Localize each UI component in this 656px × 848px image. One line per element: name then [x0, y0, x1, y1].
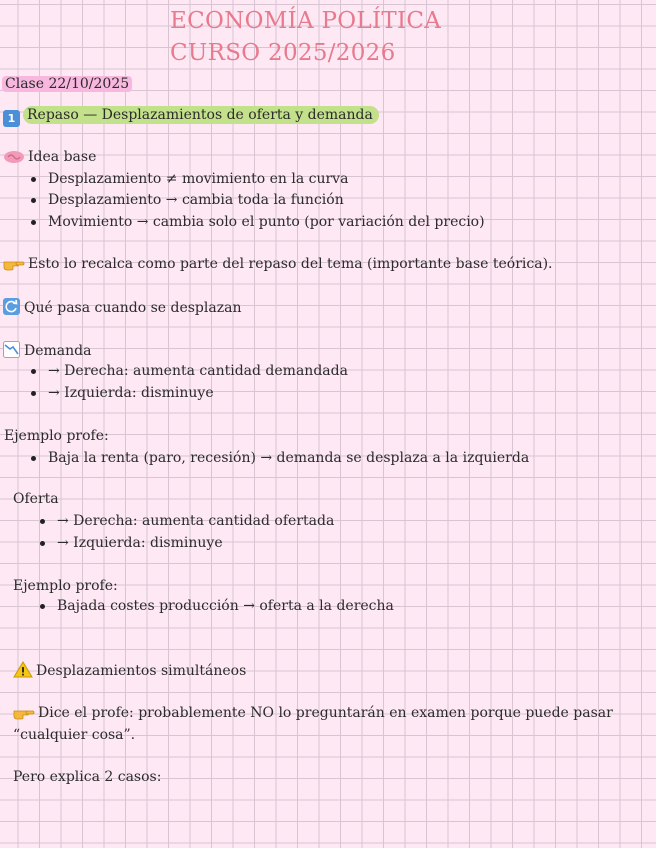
pointing-hand-icon: [13, 706, 35, 720]
date-text: Clase 22/10/2025: [2, 76, 132, 92]
note-2-line-1: [13, 704, 613, 722]
what-happens-heading: [3, 298, 241, 317]
note-2-line-2: “cualquier cosa”.: [13, 727, 136, 743]
ejemplo-2-bullet: Bajada costes producción → oferta a la derecha: [57, 598, 394, 614]
title-line-1: ECONOMÍA POLÍTICA: [170, 8, 442, 34]
idea-base-heading: [3, 148, 96, 166]
keycap-one-icon: 1: [3, 110, 20, 127]
demanda-bullet-1: → Derecha: aumenta cantidad demandada: [48, 363, 348, 379]
demanda-bullet-2: → Izquierda: disminuye: [48, 385, 214, 401]
idea-bullet-2: Desplazamiento → cambia toda la función: [48, 192, 344, 208]
section-1-heading: [3, 106, 379, 127]
oferta-bullet-2: → Izquierda: disminuye: [57, 535, 223, 551]
date-label: [2, 75, 132, 93]
final-line: Pero explica 2 casos:: [13, 769, 162, 785]
demanda-label: Demanda: [24, 343, 92, 359]
ejemplo-1-heading: Ejemplo profe:: [4, 428, 109, 444]
note-1-text: Esto lo recalca como parte del repaso del tema (importante base teórica).: [28, 256, 553, 272]
ejemplo-2-heading: Ejemplo profe:: [13, 578, 118, 594]
refresh-icon: [3, 298, 21, 315]
brain-icon: [3, 150, 25, 164]
note-1: [3, 255, 553, 273]
idea-bullet-1: Desplazamiento ≠ movimiento en la curva: [48, 171, 349, 187]
oferta-heading: Oferta: [13, 491, 59, 507]
simultaneos-text: Desplazamientos simultáneos: [36, 663, 247, 679]
what-happens-text: Qué pasa cuando se desplazan: [24, 300, 242, 316]
demanda-heading: [3, 341, 91, 360]
title-line-2: CURSO 2025/2026: [170, 40, 396, 66]
pointing-hand-icon: [3, 257, 25, 271]
ejemplo-1-bullet: Baja la renta (paro, recesión) → demanda se desplaza a la izquierda: [48, 450, 530, 466]
chart-down-icon: [3, 341, 21, 358]
simultaneos-heading: [13, 661, 246, 680]
note-2-text-line-1: Dice el profe: probablemente NO lo preguntarán en examen porque puede pasar: [38, 705, 613, 721]
idea-bullet-3: Movimiento → cambia solo el punto (por variación del precio): [48, 214, 485, 230]
idea-base-label: Idea base: [28, 149, 97, 165]
section-1-title: Repaso — Desplazamientos de oferta y demanda: [23, 106, 379, 124]
warning-icon: [13, 661, 33, 678]
oferta-bullet-1: → Derecha: aumenta cantidad ofertada: [57, 513, 335, 529]
